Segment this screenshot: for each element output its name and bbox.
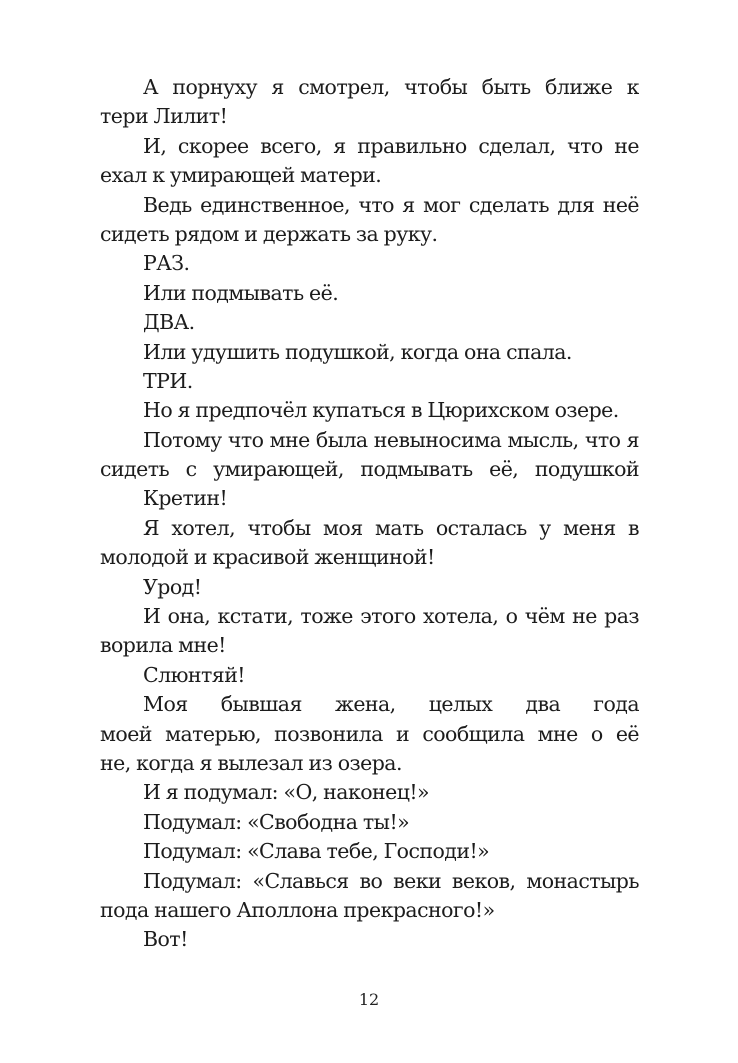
page-number: 12 bbox=[358, 990, 380, 1009]
text-line: ДВА. bbox=[143, 310, 195, 335]
text-line: Или подмывать её. bbox=[143, 280, 339, 305]
body-text bbox=[100, 73, 639, 955]
text-line: Подумал: «Свободна ты!» bbox=[143, 809, 410, 834]
text-line: молодой и красивой женщиной! bbox=[100, 545, 435, 570]
text-line: РАЗ. bbox=[143, 251, 190, 276]
text-line: Урод! bbox=[143, 574, 202, 599]
text-line: Но я предпочёл купаться в Цюрихском озере. bbox=[143, 398, 619, 423]
text-line: Кретин! bbox=[143, 486, 228, 511]
text-line: Подумал: «Славься во веки веков, монастырь bbox=[143, 868, 639, 893]
text-line: тери Лилит! bbox=[100, 104, 228, 129]
text-line: Слюнтяй! bbox=[143, 662, 245, 687]
text-line: Подумал: «Слава тебе, Господи!» bbox=[143, 839, 490, 864]
text-line: сидеть с умирающей, подмывать её, подушкой bbox=[100, 457, 639, 482]
text-line: Я хотел, чтобы моя мать осталась у меня в bbox=[143, 515, 639, 540]
text-line: Моя бывшая жена, целых два года bbox=[143, 692, 639, 717]
text-line: не, когда я вылезал из озера. bbox=[100, 750, 402, 775]
text-line: И она, кстати, тоже этого хотела, о чём не раз bbox=[143, 604, 639, 629]
text-line: сидеть рядом и держать за руку. bbox=[100, 221, 438, 246]
text-line: пода нашего Аполлона прекрасного!» bbox=[100, 897, 495, 922]
text-line: ТРИ. bbox=[143, 368, 193, 393]
text-line: Вот! bbox=[143, 927, 188, 952]
text-line: И, скорее всего, я правильно сделал, что не bbox=[143, 133, 639, 158]
text-line: Ведь единственное, что я мог сделать для неё bbox=[143, 192, 639, 217]
text-line: А порнуху я смотрел, чтобы быть ближе к bbox=[143, 75, 639, 99]
text-line: ехал к умирающей матери. bbox=[100, 163, 382, 188]
text-line: И я подумал: «О, наконец!» bbox=[143, 780, 430, 805]
text-line: ворила мне! bbox=[100, 633, 226, 658]
text-line: моей матерью, позвонила и сообщила мне о её bbox=[100, 721, 639, 746]
text-line: Или удушить подушкой, когда она спала. bbox=[143, 339, 572, 364]
text-line: Потому что мне была невыносима мысль, что я bbox=[143, 427, 639, 452]
